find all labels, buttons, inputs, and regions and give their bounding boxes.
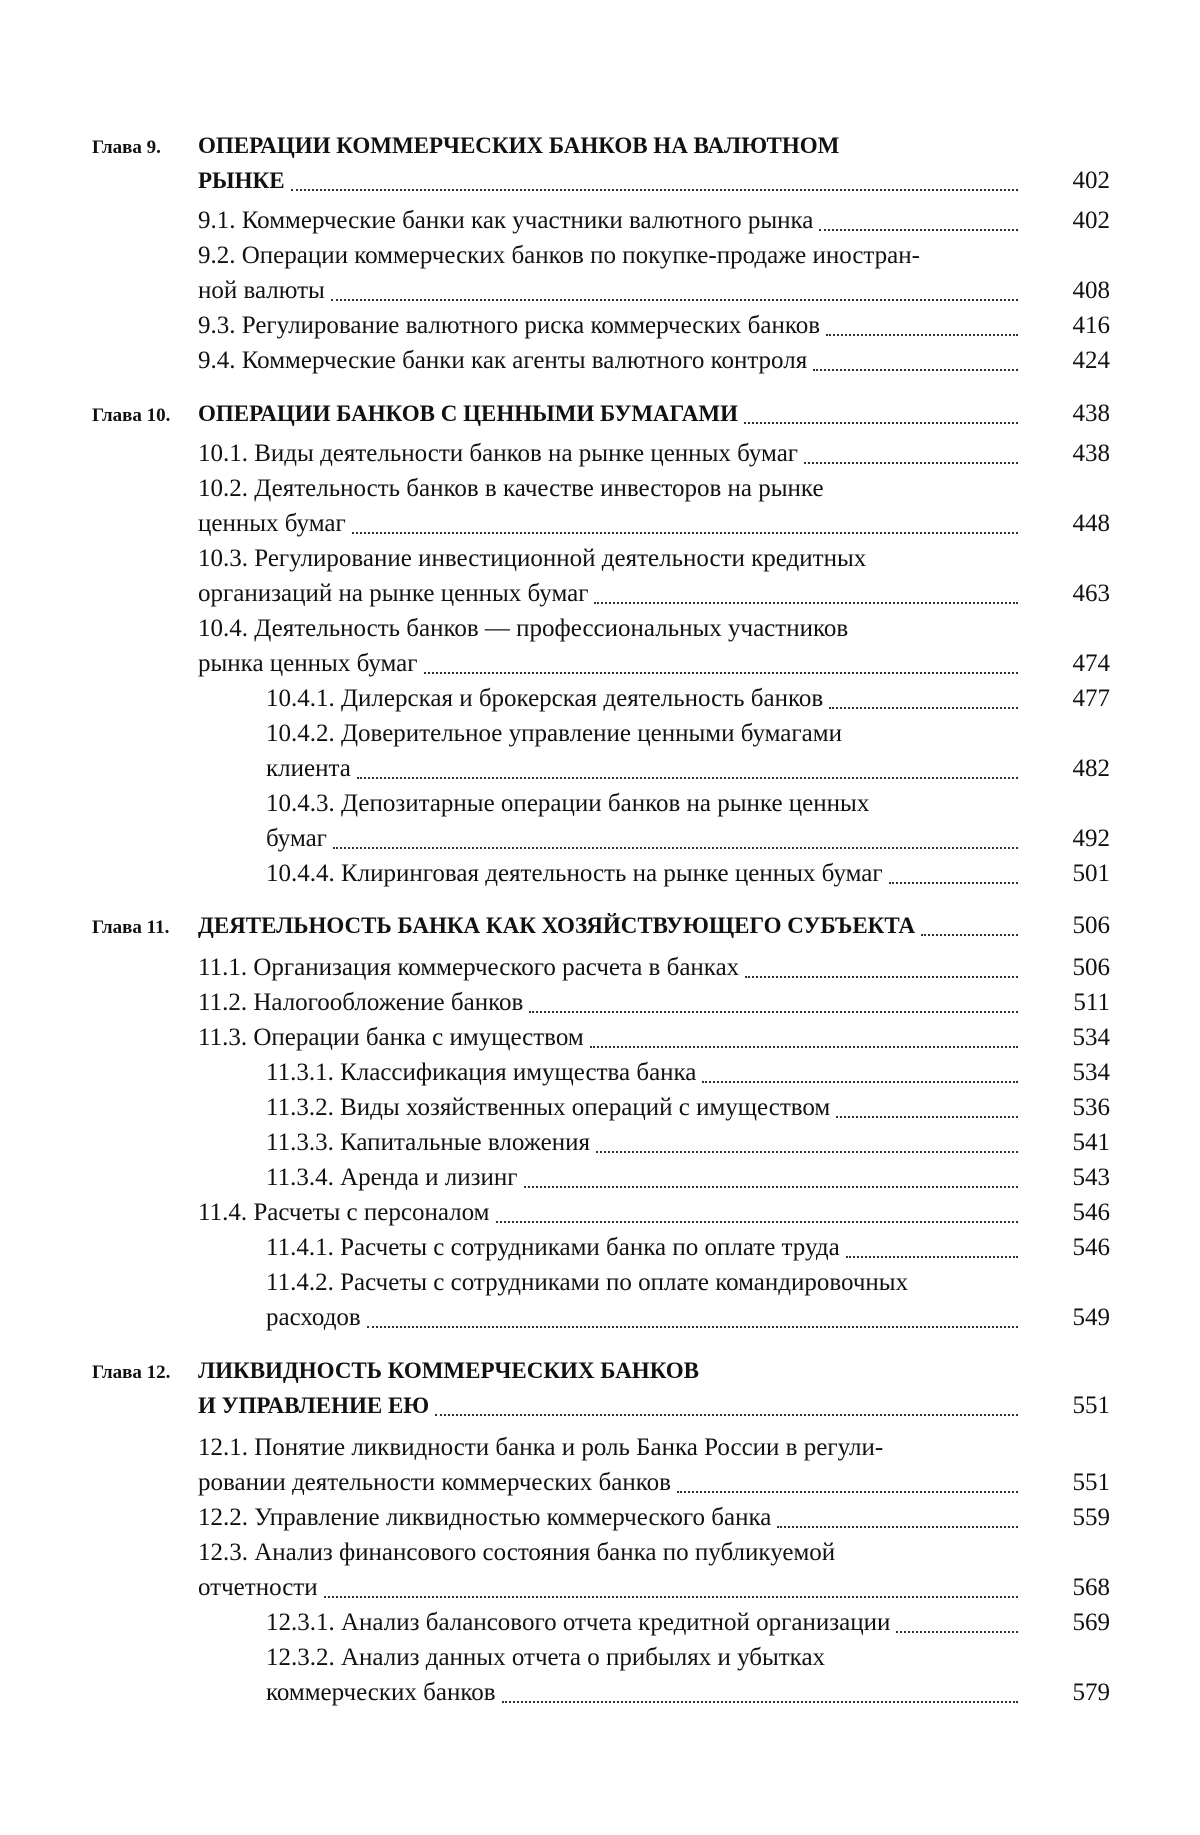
entry-title: 11.4.1. Расчеты с сотрудниками банка по оплате труда [266,1234,840,1261]
entry-title: 9.2. Операции коммерческих банков по покупке-продаже иностран- [198,242,920,269]
chapter-title: РЫНКЕ [198,168,285,193]
toc-entry [0,308,1200,344]
dot-leader [331,299,1018,301]
toc-entry [0,238,1200,274]
toc-entry [0,786,1200,822]
entry-title: 10.2. Деятельность банков в качестве инвесторов на рынке [198,475,824,502]
page-number: 424 [1072,347,1110,374]
page-number: 546 [1072,1199,1110,1226]
toc-entry [0,436,1200,472]
entry-title: 10.4.3. Депозитарные операции банков на рынке ценных [266,790,870,817]
dot-leader [357,777,1018,779]
page-number: 482 [1072,755,1110,782]
toc-entry [0,576,1200,612]
toc-entry [0,203,1200,239]
page-number: 551 [1072,1392,1110,1419]
entry-title: бумаг [266,825,327,852]
dot-leader [826,334,1018,336]
toc-entry [0,471,1200,507]
toc-entry [0,1020,1200,1056]
dot-leader [502,1701,1018,1703]
dot-leader [829,707,1018,709]
entry-title: 12.1. Понятие ликвидности банка и роль Банка России в регули- [198,1434,884,1461]
entry-title: 9.4. Коммерческие банки как агенты валютного контроля [198,347,808,374]
dot-leader [524,1186,1018,1188]
page-number: 579 [1072,1679,1110,1706]
toc-entry [0,1465,1200,1501]
page-number: 477 [1072,685,1110,712]
chapter-title: ОПЕРАЦИИ БАНКОВ С ЦЕННЫМИ БУМАГАМИ [198,401,738,426]
entry-title: расходов [266,1304,361,1331]
entry-title: 10.4.4. Клиринговая деятельность на рынке ценных бумаг [266,860,883,887]
page-number: 438 [1072,400,1110,427]
dot-leader [846,1256,1018,1258]
chapter-heading [0,396,1200,432]
entry-title: 10.4.1. Дилерская и брокерская деятельность банков [266,685,824,712]
dot-leader [496,1221,1018,1223]
dot-leader [744,422,1018,424]
toc-entry [0,751,1200,787]
page-number: 448 [1072,510,1110,537]
entry-title: 11.3.4. Аренда и лизинг [266,1164,518,1191]
dot-leader [324,1596,1018,1598]
entry-title: 11.3.1. Классификация имущества банка [266,1059,697,1086]
page-number: 402 [1072,167,1110,194]
toc-entry [0,646,1200,682]
dot-leader [836,1116,1018,1118]
chapter-label: Глава 11. [92,917,170,938]
entry-title: ровании деятельности коммерческих банков [198,1469,671,1496]
chapter-heading [0,1353,1200,1389]
page-number: 541 [1072,1129,1110,1156]
toc-entry [0,541,1200,577]
dot-leader [921,934,1018,936]
page-number: 551 [1072,1469,1110,1496]
dot-leader [702,1081,1018,1083]
dot-leader [804,462,1018,464]
entry-title: 11.2. Налогообложение банков [198,989,524,1016]
dot-leader [777,1526,1018,1528]
dot-leader [352,532,1018,534]
toc-entry [0,1535,1200,1571]
page-number: 492 [1072,825,1110,852]
toc-entry [0,1640,1200,1676]
dot-leader [594,602,1018,604]
entry-title: 9.3. Регулирование валютного риска коммерческих банков [198,312,821,339]
page-number: 408 [1072,277,1110,304]
entry-title: 9.1. Коммерческие банки как участники валютного рынка [198,207,814,234]
toc-entry [0,1090,1200,1126]
page-number: 506 [1072,912,1110,939]
chapter-label: Глава 9. [92,137,161,158]
page-number: 402 [1072,207,1110,234]
entry-title: 12.3.2. Анализ данных отчета о прибылях и убытках [266,1644,826,1671]
page-number: 543 [1072,1164,1110,1191]
toc-entry [0,1300,1200,1336]
entry-title: 12.3.1. Анализ балансового отчета кредитной организации [266,1609,891,1636]
toc-entry [0,343,1200,379]
entry-title: 11.4. Расчеты с персоналом [198,1199,490,1226]
entry-title: отчетности [198,1574,318,1601]
page-number: 506 [1072,954,1110,981]
dot-leader [889,882,1018,884]
entry-title: 11.3.3. Капитальные вложения [266,1129,591,1156]
entry-title: рынка ценных бумаг [198,650,418,677]
dot-leader [813,369,1018,371]
toc-entry [0,1265,1200,1301]
dot-leader [291,189,1018,191]
toc-entry [0,716,1200,752]
toc-entry [0,985,1200,1021]
toc-entry [0,1500,1200,1536]
page-number: 416 [1072,312,1110,339]
toc-entry [0,273,1200,309]
dot-leader [333,847,1018,849]
entry-title: 10.3. Регулирование инвестиционной деятельности кредитных [198,545,867,572]
toc-entry [0,1230,1200,1266]
entry-title: 11.1. Организация коммерческого расчета в банках [198,954,740,981]
toc-entry [0,611,1200,647]
page-number: 568 [1072,1574,1110,1601]
entry-title: ной валюты [198,277,325,304]
chapter-heading [0,163,1200,199]
page-number: 511 [1073,989,1110,1016]
entry-title: организаций на рынке ценных бумаг [198,580,589,607]
page-number: 474 [1072,650,1110,677]
page-number: 438 [1072,440,1110,467]
dot-leader [745,976,1018,978]
toc-entry [0,681,1200,717]
toc-entry [0,1055,1200,1091]
page-number: 463 [1072,580,1110,607]
toc-entry [0,1605,1200,1641]
page-number: 534 [1072,1024,1110,1051]
entry-title: 12.2. Управление ликвидностью коммерческого банка [198,1504,772,1531]
chapter-title: И УПРАВЛЕНИЕ ЕЮ [198,1393,430,1418]
dot-leader [590,1046,1018,1048]
chapter-title: ЛИКВИДНОСТЬ КОММЕРЧЕСКИХ БАНКОВ [198,1358,700,1383]
chapter-label: Глава 12. [92,1362,171,1383]
chapter-title: ДЕЯТЕЛЬНОСТЬ БАНКА КАК ХОЗЯЙСТВУЮЩЕГО СУБЪЕКТА [198,913,916,938]
toc-entry [0,1430,1200,1466]
dot-leader [819,229,1018,231]
entry-title: клиента [266,755,351,782]
dot-leader [677,1491,1018,1493]
entry-title: 12.3. Анализ финансового состояния банка по публикуемой [198,1539,836,1566]
page-number: 549 [1072,1304,1110,1331]
chapter-heading [0,1388,1200,1424]
toc-entry [0,1570,1200,1606]
chapter-heading [0,908,1200,944]
dot-leader [529,1011,1018,1013]
dot-leader [596,1151,1018,1153]
entry-title: 11.3. Операции банка с имуществом [198,1024,584,1051]
entry-title: 10.1. Виды деятельности банков на рынке ценных бумаг [198,440,799,467]
toc-entry [0,950,1200,986]
entry-title: 11.3.2. Виды хозяйственных операций с имуществом [266,1094,831,1121]
dot-leader [424,672,1018,674]
toc-entry [0,821,1200,857]
entry-title: ценных бумаг [198,510,346,537]
toc-entry [0,856,1200,892]
page-number: 536 [1072,1094,1110,1121]
page-number: 546 [1072,1234,1110,1261]
chapter-title: ОПЕРАЦИИ КОММЕРЧЕСКИХ БАНКОВ НА ВАЛЮТНОМ [198,133,840,158]
chapter-label: Глава 10. [92,405,171,426]
page-number: 569 [1072,1609,1110,1636]
entry-title: коммерческих банков [266,1679,496,1706]
toc-entry [0,1160,1200,1196]
toc-entry [0,1675,1200,1711]
dot-leader [896,1631,1018,1633]
dot-leader [367,1326,1018,1328]
page-number: 559 [1072,1504,1110,1531]
entry-title: 11.4.2. Расчеты с сотрудниками по оплате командировочных [266,1269,909,1296]
toc-entry [0,1125,1200,1161]
chapter-heading [0,128,1200,164]
page-number: 534 [1072,1059,1110,1086]
toc-entry [0,506,1200,542]
page-number: 501 [1072,860,1110,887]
entry-title: 10.4.2. Доверительное управление ценными бумагами [266,720,842,747]
entry-title: 10.4. Деятельность банков — профессиональных участников [198,615,849,642]
dot-leader [435,1414,1018,1416]
toc-entry [0,1195,1200,1231]
